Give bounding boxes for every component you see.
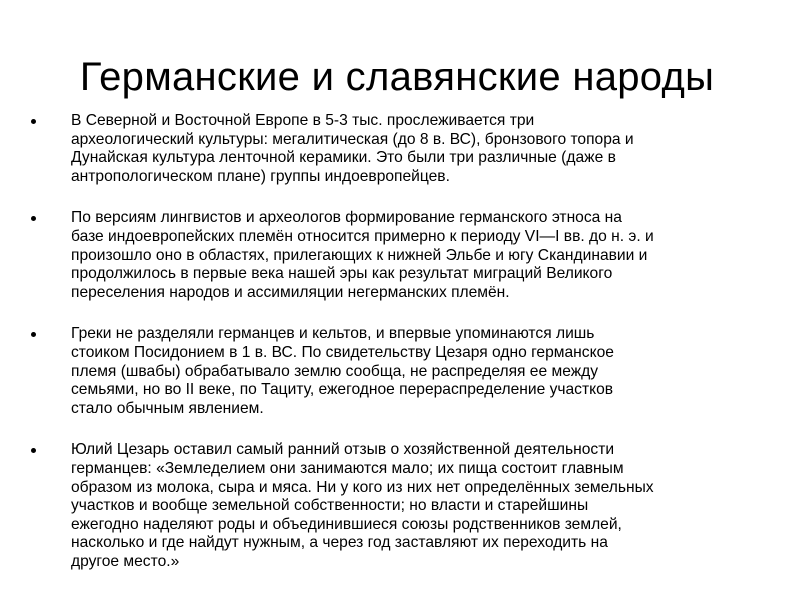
bullet-text: Юлий Цезарь оставил самый ранний отзыв о хозяйственной деятельности германцев: «Земледелием они занимаются мало; их пища состоит главным образом из молока, сыра и мяса. Ни у кого из них нет определённых земельных участков и вообще земельной собственности; но власти и старейшины ежегодно наделяют роды и объединившиеся союзы родственников землей, насколько и где найдут нужным, а через год заставляют их переходить на другое место.» bbox=[71, 441, 654, 570]
bullet-dot-icon bbox=[31, 216, 36, 221]
bullet-item bbox=[30, 209, 770, 302]
bullet-text: В Северной и Восточной Европе в 5-3 тыс. прослеживается три археологический культуры: мегалитическая (до 8 в. ВС), бронзового топора и Дунайская культура ленточной керамики. Это были три различные (даже в антропологическом плане) группы индоевропейцев. bbox=[71, 112, 634, 185]
bullet-item bbox=[30, 112, 770, 186]
bullet-list bbox=[30, 112, 770, 594]
bullet-dot-icon bbox=[31, 332, 36, 337]
bullet-text: По версиям лингвистов и археологов формирование германского этноса на базе индоевропейских племён относится примерно к периоду VI—I вв. до н. э. и произошло оно в областях, прилегающих к нижней Эльбе и югу Скандинавии и продолжилось в первые века нашей эры как результат миграций Великого переселения народов и ассимиляции негерманских племён. bbox=[71, 209, 654, 301]
bullet-dot-icon bbox=[31, 119, 36, 124]
bullet-dot-icon bbox=[31, 448, 36, 453]
slide-title: Германские и славянские народы bbox=[79, 54, 715, 99]
bullet-item bbox=[30, 441, 770, 571]
bullet-item bbox=[30, 325, 770, 418]
bullet-text: Греки не разделяли германцев и кельтов, и впервые упоминаются лишь стоиком Посидонием в 1 в. ВС. По свидетельству Цезаря одно германское племя (швабы) обрабатывало землю сообща, не распределяя ее между семьями, но во II веке, по Тациту, ежегодное перераспределение участков стало обычным явлением. bbox=[71, 325, 614, 417]
